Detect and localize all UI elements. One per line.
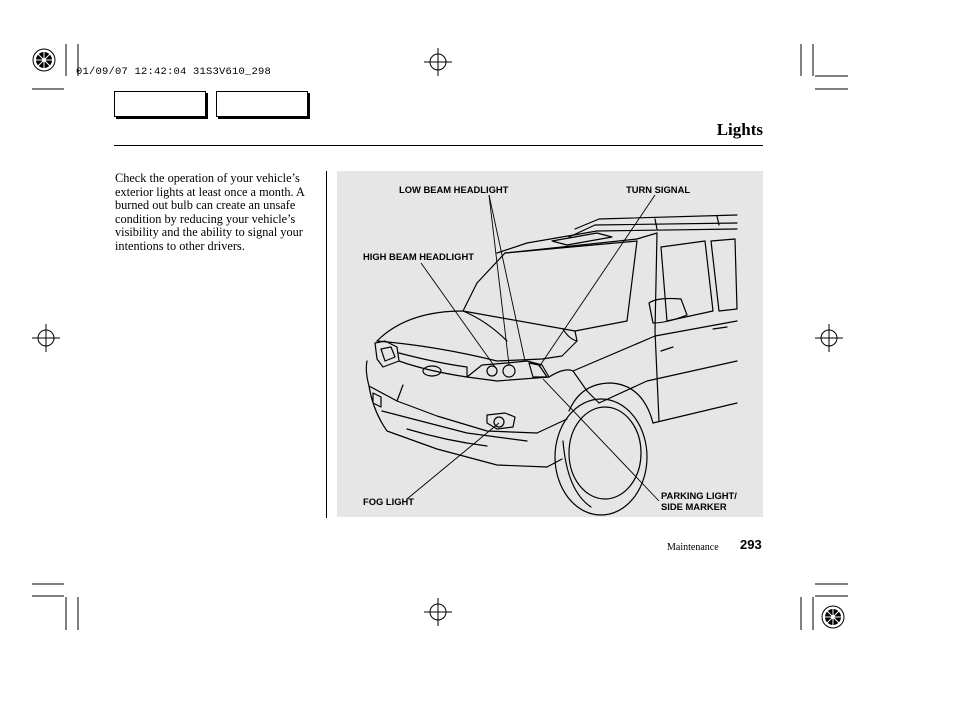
vehicle-lights-figure bbox=[337, 171, 763, 517]
nav-tab-box-1 bbox=[114, 91, 206, 117]
header-rule bbox=[114, 145, 763, 146]
label-turn-signal: TURN SIGNAL bbox=[626, 184, 691, 195]
label-parking-light: PARKING LIGHT/ bbox=[661, 490, 737, 501]
page-title: Lights bbox=[716, 120, 763, 139]
label-high-beam-headlight: HIGH BEAM HEADLIGHT bbox=[363, 251, 474, 262]
label-side-marker: SIDE MARKER bbox=[661, 501, 727, 512]
page-number: 293 bbox=[740, 537, 762, 552]
footer-section-name: Maintenance bbox=[667, 542, 719, 553]
label-low-beam-headlight: LOW BEAM HEADLIGHT bbox=[399, 184, 509, 195]
body-paragraph: Check the operation of your vehicle’s exterior lights at least once a month. A burned out bulb can create an unsafe condition by reducing your vehicle’s visibility and the ability to signal your intentions to other drivers. bbox=[115, 171, 305, 253]
column-divider bbox=[326, 171, 327, 518]
label-fog-light: FOG LIGHT bbox=[363, 496, 415, 507]
vehicle-illustration bbox=[337, 171, 763, 517]
nav-tab-box-2 bbox=[216, 91, 308, 117]
print-slug: 01/09/07 12:42:04 31S3V610_298 bbox=[76, 66, 272, 78]
